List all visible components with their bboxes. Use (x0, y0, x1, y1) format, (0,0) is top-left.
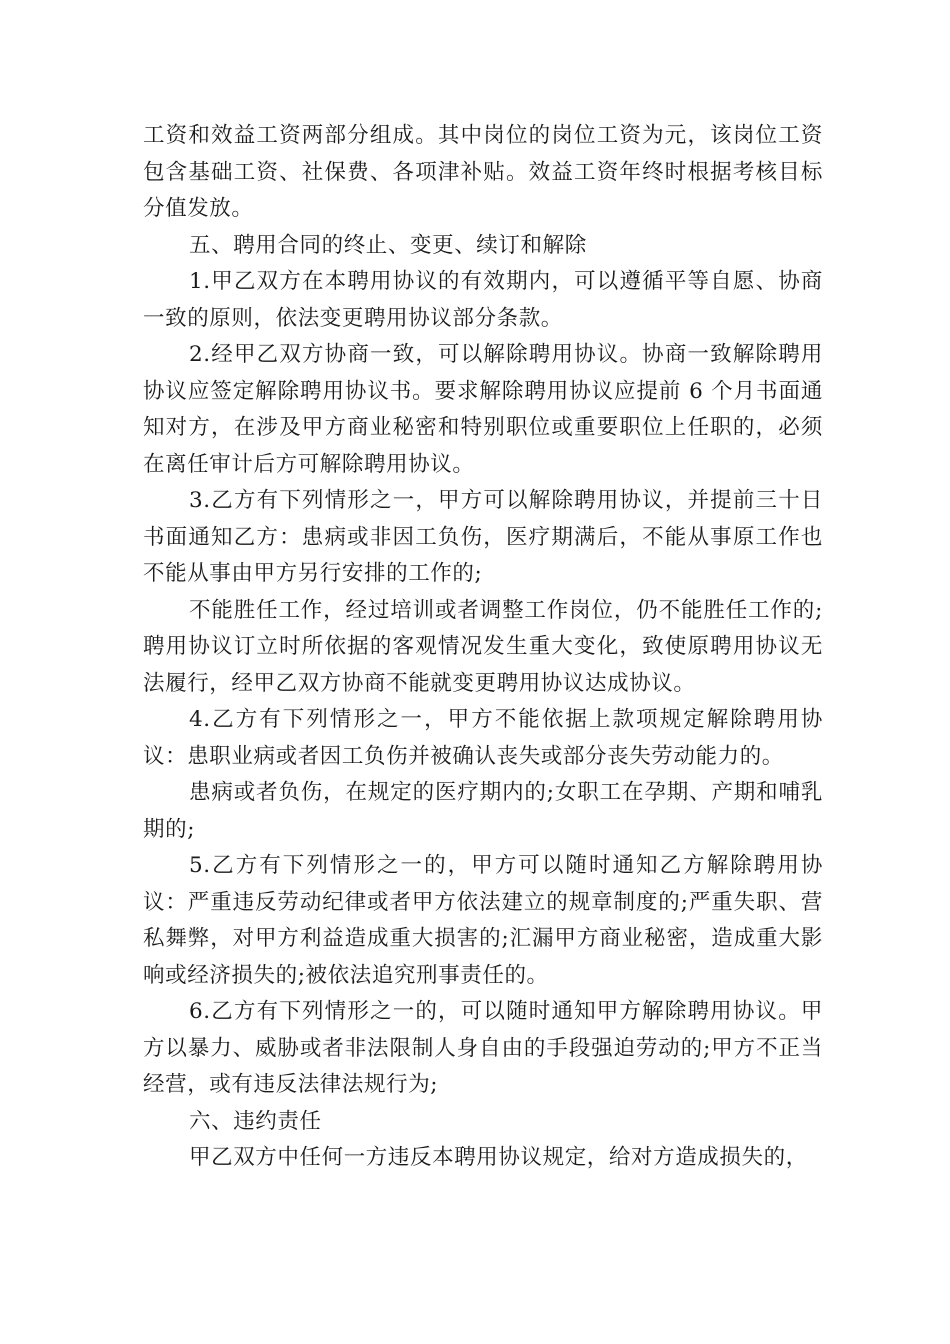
document-body (143, 118, 823, 1177)
clause-4-continued: 患病或者负伤，在规定的医疗期内的;女职工在孕期、产期和哺乳期的; (143, 780, 823, 842)
section-heading-termination: 五、聘用合同的终止、变更、续订和解除 (189, 232, 587, 258)
clause-6-employee-termination: 6.乙方有下列情形之一的，可以随时通知甲方解除聘用协议。甲方以暴力、威胁或者非法限制人身自由的手段强迫劳动的;甲方不正当经营，或有违反法律法规行为; (143, 999, 823, 1097)
clause-2-mutual-termination: 2.经甲乙双方协商一致，可以解除聘用协议。协商一致解除聘用协议应签定解除聘用协议书。要求解除聘用协议应提前 6 个月书面通知对方，在涉及甲方商业秘密和特别职位或重要职位上任职的，必须在离任审计后方可解除聘用协议。 (143, 342, 823, 477)
clause-5-immediate-termination: 5.乙方有下列情形之一的，甲方可以随时通知乙方解除聘用协议：严重违反劳动纪律或者甲方依法建立的规章制度的;严重失职、营私舞弊，对甲方利益造成重大损害的;汇漏甲方商业秘密，造成重大影响或经济损失的;被依法追究刑事责任的。 (143, 853, 823, 988)
clause-1-modification: 1.甲乙双方在本聘用协议的有效期内，可以遵循平等自愿、协商一致的原则，依法变更聘用协议部分条款。 (143, 269, 823, 331)
clause-4-no-termination: 4.乙方有下列情形之一，甲方不能依据上款项规定解除聘用协议：患职业病或者因工负伤并被确认丧失或部分丧失劳动能力的。 (143, 707, 823, 769)
paragraph-salary-composition: 工资和效益工资两部分组成。其中岗位的岗位工资为元，该岗位工资包含基础工资、社保费、各项津补贴。效益工资年终时根据考核目标分值发放。 (143, 123, 823, 221)
clause-3-continued: 不能胜任工作，经过培训或者调整工作岗位，仍不能胜任工作的;聘用协议订立时所依据的客观情况发生重大变化，致使原聘用协议无法履行，经甲乙双方协商不能就变更聘用协议达成协议。 (143, 597, 823, 696)
section-heading-liability: 六、违约责任 (189, 1108, 322, 1134)
clause-3-termination-with-notice: 3.乙方有下列情形之一，甲方可以解除聘用协议，并提前三十日书面通知乙方：患病或非因工负伤，医疗期满后，不能从事原工作也不能从事由甲方另行安排的工作的; (143, 488, 823, 586)
liability-paragraph: 甲乙双方中任何一方违反本聘用协议规定，给对方造成损失的， (189, 1145, 808, 1170)
